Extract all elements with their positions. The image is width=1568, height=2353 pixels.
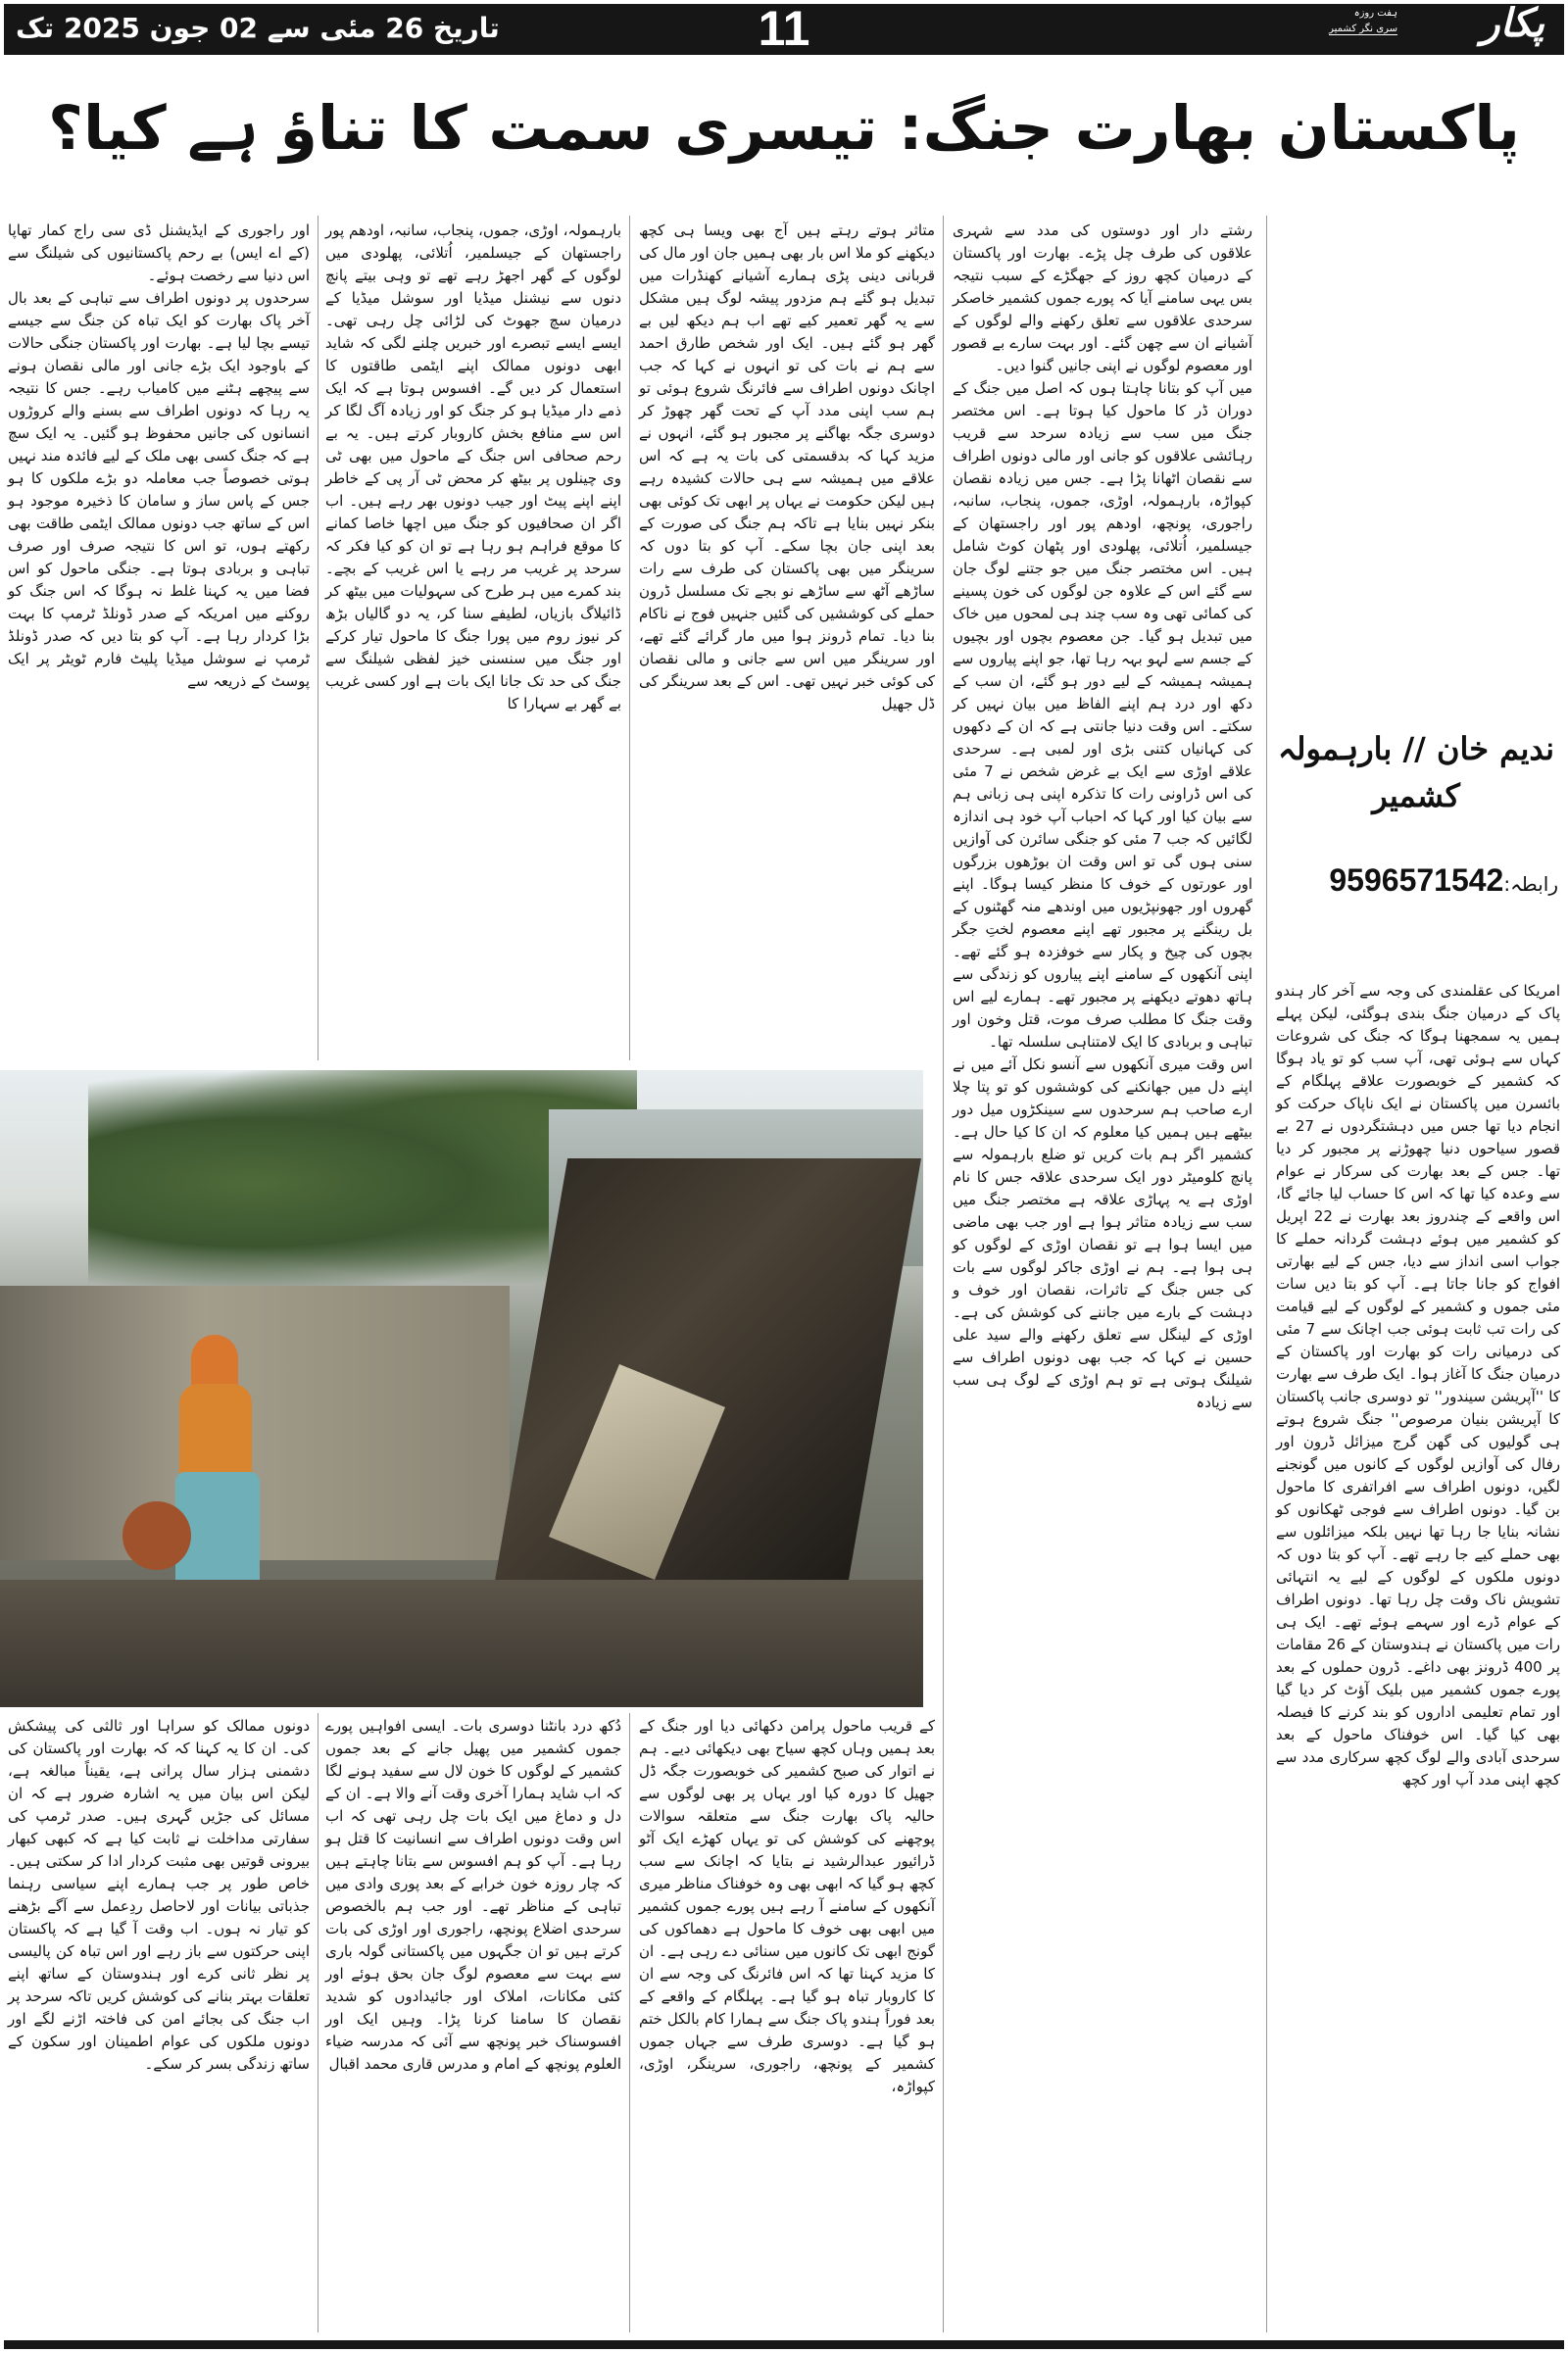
article-column-5: امریکا کی عقلمندی کی وجہ سے آخر کار ہندو پاک کے درمیان جنگ بندی ہوگئی، لیکن پہلے ہمیں یہ سمجھنا ہوگا کہ جنگ کی شروعات کہاں سے ہوئی تھی، آپ سب کو تو یاد ہوگا کہ کشمیر کے خوبصورت علاقے پہلگام کے بائسرن میں پاکستان نے ایک ناپاک حرکت کو انجام دیا تھا جس میں دہشتگردوں نے 27 بے قصور سیاحوں دنیا چھوڑنے پر مجبور کر دیا تھا۔ جس کے بعد بھارت کی سرکار نے عوام سے وعدہ کیا تھا کہ اس کا حساب لیا جائے گا، اس واقعے کے چندروز بعد بھارت نے 22 اپریل کو کشمیر میں ہوئے دہشت گردانہ حملے کا جواب اسی انداز سے دیا، جس کے لیے بھارتی افواج کو جانا جاتا ہے۔ آپ کو بتا دیں سات مئی جموں و کشمیر کے لوگوں کے لیے قیامت کی رات تب ثابت ہوئی جب اچانک سے 7 مئی کی درمیانی رات کو بھارت اور پاکستان کے درمیان جنگ کا آغاز ہوا۔ ایک طرف سے بھارت کا ''آپریشن سیندور'' تو دوسری جانب پاکستان کا آپریشن بنیان مرصوص'' جنگ شروع ہوتے ہی گولیوں کی گھن گرج میزائل ڈرون اور رفال کی آوازیں لوگوں کے کانوں میں گونجنے لگیں، دونوں اطراف سے افراتفری کا ماحول بن گیا۔ دونوں اطراف سے فوجی ٹھکانوں کو نشانہ بنایا جا رہا تھا نہیں بلکہ میزائلوں سے بھی حملے کیے جا رہے تھے۔ آپ کو بتا دوں کہ دونوں ملکوں کے لوگوں کے لیے یہ انتہائی تشویش ناک وقت چل رہا تھا۔ دونوں اطراف کے عوام ڈرے اور سہمے ہوئے تھے۔ ایک ہی رات میں پاکستان نے ہندوستان کے 26 مقامات پر 400 ڈرونز بھی داغے۔ ڈرون حملوں کے بعد پورے جموں کشمیر میں بلیک آؤٹ کر دیا گیا اور تمام تعلیمی اداروں کو بند کرنے کا فیصلہ بھی کیا گیا۔ اس خوفناک ماحول کے بعد سرحدی آبادی والے لوگ کچھ سرکاری مدد سے کچھ اپنی مدد آپ اور کچھ xyxy=(1276,982,1561,1789)
footer-bar xyxy=(4,2340,1564,2349)
page-number: 11 xyxy=(758,1,810,56)
article-headline: پاکستان بھارت جنگ: تیسری سمت کا تناؤ ہے کیا؟ xyxy=(48,92,1520,164)
author-contact xyxy=(1279,862,1558,899)
article-column-4: رشتے دار اور دوستوں کی مدد سے شہری علاقوں کی طرف چل پڑے۔ بھارت اور پاکستان کے درمیان کچھ روز کے جھگڑے کے سبب نتیجہ بس یہی سامنے آیا کہ پورے جموں کشمیر خاصکر سرحدی علاقوں سے تعلق رکھنے والے لوگوں کے آشیانے ان سے چھن گئے۔ اور بہت سارے بے قصور اور معصوم لوگوں نے اپنی جانیں گنوا دیں۔ میں آپ کو بتانا چاہتا ہوں کہ اصل میں جنگ کے دوران ڈر کا ماحول کیا ہوتا ہے۔ اس مختصر جنگ میں سب سے زیادہ سرحد سے قریب رہائشی علاقوں کو جانی اور مالی دونوں اطراف سے نقصان اٹھانا پڑا ہے۔ جس میں زیادہ نقصان کپواڑہ، بارہمولہ، اوڑی، جموں، پنجاب، سانبہ، راجوری، پونچھ، اودھم پور اور راجستھان کے جیسلمیر، اُتلائی، پھلودی اور پٹھان کوٹ شامل ہیں۔ اس مختصر جنگ میں جو جتنے لوگ جان سے گئے اس کے علاوہ جن لوگوں کی خون پسینے کی کمائی تھی وہ سب چند ہی لمحوں میں خاک میں تبدیل ہو گیا۔ جن معصوم بچوں اور بچیوں کے جسم سے لہو بہہ رہا تھا، جو اپنے پیاروں سے ہمیشہ ہمیشہ کے لیے دور ہو گئے، ان سب کے دکھ اور درد ہم اپنے الفاظ میں بیان نہیں کر سکتے۔ اس وقت دنیا جانتی ہے کہ ان کے دکھوں کی کہانیاں کتنی بڑی اور لمبی ہے۔ سرحدی علاقے اوڑی سے ایک بے غرض شخص نے 7 مئی کی اس ڈراونی رات کا تذکرہ اپنی ہی زبانی ہم سے بیان کیا اور کہا کہ احباب آپ خود ہی اندازہ لگائیں کہ جب 7 مئی کو جنگی سائرن کی آوازیں سنی ہوں گی تو اس وقت ان بوڑھوں بزرگوں اور عورتوں کے خوف کا منظر کیسا ہوگا۔ اپنے گھروں اور جھونپڑیوں میں اوندھے منہ گھٹنوں کے بل رینگنے پر مجبور تھے اپنے معصوم لختِ جگر بچوں کی چیخ و پکار سے خوفزدہ ہو گئے تھے۔ اپنی آنکھوں کے سامنے اپنے پیاروں کو زندگی سے ہاتھ دھوتے دیکھنے پر مجبور تھے۔ ہمارے لیے اس وقت جنگ کا مطلب صرف موت، قتل وخون اور تباہی و بربادی کا ایک لامتناہی سلسلہ تھا۔ اس وقت میری آنکھوں سے آنسو نکل آئے میں نے اپنے دل میں جھانکنے کی کوششوں کو تو پتا چلا ارے صاحب ہم سرحدوں سے سینکڑوں میل دور بیٹھے ہیں ہمیں کیا معلوم کہ ان کا کیا حال ہے۔ کشمیر اگر ہم بات کریں تو ضلع بارہمولہ سے پانچ کلومیٹر دور ایک سرحدی علاقہ جس کا نام اوڑی ہے یہ پہاڑی علاقہ ہے مختصر جنگ میں سب سے زیادہ متاثر ہوا ہے اور جب بھی ماضی میں ایسا ہوا ہے تو نقصان اوڑی کے لوگوں کو ہی ہوا ہے۔ ہم نے اوڑی جاکر لوگوں سے بات کی جس جنگ کے تاثرات، نقصان اور خوف و دہشت کے بارے میں جاننے کی کوشش کی ہے۔ اوڑی کے لینگل سے تعلق رکھنے والے سید علی حسین نے کہا کہ جب بھی دونوں اطراف سے شیلنگ ہوتی ہے تو ہم اوڑی کے لوگ ہی سب سے زیادہ xyxy=(953,221,1252,1411)
article-column-1-top: اور راجوری کے ایڈیشنل ڈی سی راج کمار تھاپا (کے اے ایس) بے رحم پاکستانیوں کی شیلنگ سے اس دنیا سے رخصت ہوئے۔ سرحدوں پر دونوں اطراف سے تباہی کے بعد بال آخر پاک بھارت کو ایک تباہ کن جنگ سے جیسے تیسے بچا لیا ہے۔ بھارت اور پاکستان جنگی حالات کے باوجود ایک بڑے جانی اور مالی نقصان ہونے سے پیچھے ہٹنے میں کامیاب رہے۔ جس کا نتیجہ یہ رہا کہ دونوں اطراف سے بسنے والے کروڑوں انسانوں کی جانیں محفوظ ہو گئیں۔ یہ ایک سچ ہے کہ جنگ کسی بھی ملک کے لیے فائدہ مند نہیں ہوتی خصوصاً جب معاملہ دو بڑے ملکوں کا ہو جس کے پاس ساز و سامان کا ذخیرہ موجود ہو اس کے ساتھ جب دونوں ممالک ایٹمی طاقت بھی رکھتے ہوں، تو اس کا نتیجہ صرف اور صرف تباہی و بربادی ہوتا ہے۔ جنگی ماحول کو اس فضا میں یہ کہنا غلط نہ ہوگا کہ اس جنگ کو روکنے میں امریکہ کے صدر ڈونلڈ ٹرمپ کا بہت بڑا کردار رہا ہے۔ آپ کو بتا دیں کہ صدر ڈونلڈ ٹرمپ نے سوشل میڈیا پلیٹ فارم ٹویٹر پر ایک پوسٹ کے ذریعہ سے xyxy=(8,221,310,690)
column-rule xyxy=(1266,216,1267,2332)
contact-number: 9596571542 xyxy=(1329,862,1504,898)
article-column-3-top: متاثر ہوتے رہتے ہیں آج بھی ویسا ہی کچھ دیکھنے کو ملا اس بار بھی ہمیں جان اور مال کی قربانی دینی پڑی ہمارے آشیانے کھنڈرات میں تبدیل ہو گئے ہم مزدور پیشہ لوگ ہیں مشکل سے یہ گھر تعمیر کیے تھے اب ہم دیکھ لیں بے گھر ہو گئے ہیں۔ ایک اور شخص طارق احمد سے ہم نے بات کی تو انہوں نے کہا کہ جب اچانک دونوں اطراف سے فائرنگ شروع ہوئی تو ہم سب اپنی مدد آپ کے تحت گھر چھوڑ کر دوسری جگہ بھاگنے پر مجبور ہو گئے، انہوں نے مزید کہا کہ بدقسمتی کی بات یہ ہے کہ اس علاقے میں ہمیشہ سے ہی حالات کشیدہ رہے ہیں لیکن حکومت نے یہاں پر ابھی تک کوئی بھی بنکر نہیں بنایا ہے تاکہ ہم جنگ کی صورت کے بعد اپنی جان بچا سکے۔ آپ کو بتا دوں کہ سرینگر میں بھی پاکستان کی طرف سے رات ساڑھے آٹھ سے ساڑھے نو بجے تک مسلسل ڈرون حملے کی کوششیں کی گئیں جنہیں فوج نے ناکام بنا دیا۔ تمام ڈرونز ہوا میں مار گرائے گئے تھے، اور سرینگر میں اس سے جانی و مالی نقصان کی کوئی خبر نہیں تھی۔ اس کے بعد سرینگر کی ڈل جھیل xyxy=(639,221,935,712)
issue-date-range: تاریخ 26 مئی سے 02 جون 2025 تک xyxy=(16,12,500,44)
article-column-2-bottom: دُکھ درد بانٹنا دوسری بات۔ ایسی افواہیں پورے جموں کشمیر میں پھیل جانے کے بعد جموں کشمیر کے لوگوں کا خون لال سے سفید ہونے لگا کہ اب شاید ہمارا آخری وقت آنے والا ہے۔ ان کے دل و دماغ میں ایک بات چل رہی تھی کہ اب اس وقت دونوں اطراف سے انسانیت کا قتل ہو رہا ہے۔ آپ کو ہم افسوس سے بتانا چاہتے ہیں کہ چار روزہ خون خرابے کے بعد پوری وادی میں تباہی کے مناظر تھے۔ اور جب ہم بالخصوص سرحدی اضلاع پونچھ، راجوری اور اوڑی کی بات کرتے ہیں تو ان جگہوں میں پاکستانی گولہ باری سے بہت سے معصوم لوگ جان بحق ہوئے اور کئی مکانات، املاک اور جائیدادوں کو شدید نقصان کا سامنا کرنا پڑا۔ وہیں ایک اور افسوسناک خبر پونچھ سے آئی کہ مدرسہ ضیاء العلوم پونچھ کے امام و مدرس قاری محمد اقبال xyxy=(325,1717,621,2073)
column-rule xyxy=(629,216,630,1060)
article-column-1-bottom: دونوں ممالک کو سراہا اور ثالثی کی پیشکش کی۔ ان کا یہ کہنا کہ کہ بھارت اور پاکستان کی دشمنی ہزار سال پرانی ہے، یقیناً مبالغہ ہے، لیکن اس بیان میں یہ اشارہ ضرور ہے کہ ان مسائل کی جڑیں گہری ہیں۔ صدر ٹرمپ کی سفارتی مداخلت نے ثابت کیا ہے کہ کبھی کبھار بیرونی قوتیں بھی مثبت کردار ادا کر سکتی ہیں۔ خاص طور پر جب ہمارے اپنے سیاسی رہنما جذباتی بیانات اور لاحاصل ردِعمل سے آگے بڑھنے کو تیار نہ ہوں۔ اب وقت آ گیا ہے کہ پاکستان اپنی حرکتوں سے باز رہے اور اس تباہ کن پالیسی پر نظر ثانی کرے اور ہندوستان کے ساتھ اپنے تعلقات بہتر بنانے کی کوشش کریں تاکہ سرحد پر اب جنگ کی بجائے امن کی فاختہ اڑنے لگے اور دونوں ملکوں کی عوام اطمینان اور سکون کے ساتھ زندگی بسر کر سکے۔ xyxy=(8,1717,310,2073)
newspaper-logo xyxy=(1250,0,1544,53)
article-column-3-bottom: کے قریب ماحول پرامن دکھائی دیا اور جنگ کے بعد ہمیں وہاں کچھ سیاح بھی دیکھائی دیے۔ ہم نے اتوار کی صبح کشمیر کی خوبصورت جگہ ڈل جھیل کا دورہ کیا اور یہاں پر بھی لوگوں سے حالیہ پاک بھارت جنگ سے متعلقہ سوالات پوچھنے کی کوشش کی تو یہاں کھڑے ایک آٹو ڈرائیور عبدالرشید نے بتایا کہ اچانک سے سب کچھ ہو گیا کہ ابھی بھی وہ خوفناک مناظر میری آنکھوں کے سامنے آ رہے ہیں پورے جموں کشمیر میں ابھی بھی خوف کا ماحول ہے دھماکوں کی گونج ابھی تک کانوں میں سنائی دے رہی ہے۔ ان کا مزید کہنا تھا کہ اس فائرنگ کی وجہ سے ان کا کاروبار تباہ ہو گیا ہے۔ پہلگام کے واقعے کے بعد فوراً ہندو پاک جنگ سے ہمارا کام بالکل ختم ہو گیا ہے۔ دوسری طرف سے جہاں جموں کشمیر کے پونچھ، راجوری، سرینگر، اوڑی، کپواڑہ، xyxy=(639,1717,935,2095)
author-byline: ندیم خان // بارہمولہ کشمیر xyxy=(1277,730,1555,814)
logo-city: سری نگر کشمیر xyxy=(1329,24,1397,34)
logo-name: پکار xyxy=(1481,0,1544,46)
photo-rubble xyxy=(0,1580,923,1707)
article-column-2-top: بارہمولہ، اوڑی، جموں، پنجاب، سانبہ، اودھم پور راجستھان کے جیسلمیر، اُتلائی، پھلودی میں لوگوں کے گھر اجھڑ رہے تھے تو وہی بیتے پانچ دنوں سے نیشنل میڈیا اور سوشل میڈیا کے درمیان سچ جھوٹ کی لڑائی چل رہی تھی۔ ایسے ایسے تبصرے اور خبریں چلنے لگی کہ شاید ابھی دونوں ممالک اپنے ایٹمی طاقتوں کا استعمال کر دیں گے۔ افسوس ہوتا ہے کہ ایک ذمے دار میڈیا ہو کر جنگ کو اور زیادہ آگ لگا کر اس سے منافع بخش کاروبار کرتے ہیں۔ یہ بے رحم صحافی اس جنگ کے ماحول میں بھی ٹی وی چینلوں پر بیٹھ کر محض ٹی آر پی کے خاطر اپنے اپنے پیٹ اور جیب دونوں بھر رہے ہیں۔ اب اگر ان صحافیوں کو جنگ میں اچھا خاصا کمانے کا موقع فراہم ہو رہا ہے تو ان کو کیا فکر کہ سرحد پر غریب مر رہے یا اس غریب کے بچے۔ بند کمرے میں ہر طرح کی سہولیات میں بیٹھ کر ڈائیلاگ بازیاں، لطیفے سنا کر، یہ دو گالیاں بڑھ کر نیوز روم میں پورا جنگ کا ماحول تیار کرکے اور جنگ میں سنسنی خیز لفظی شیلنگ سے جنگ کی حد تک جانا ایک بات ہے اور کسی غریب بے گھر بے سہارا کا xyxy=(325,221,621,712)
destroyed-house-photo xyxy=(0,1070,923,1707)
column-rule xyxy=(943,216,944,2332)
column-rule xyxy=(629,1713,630,2332)
contact-label: رابطہ: xyxy=(1503,872,1558,896)
logo-frequency: ہفت روزہ xyxy=(1353,8,1397,19)
masthead-bar xyxy=(4,0,1564,56)
